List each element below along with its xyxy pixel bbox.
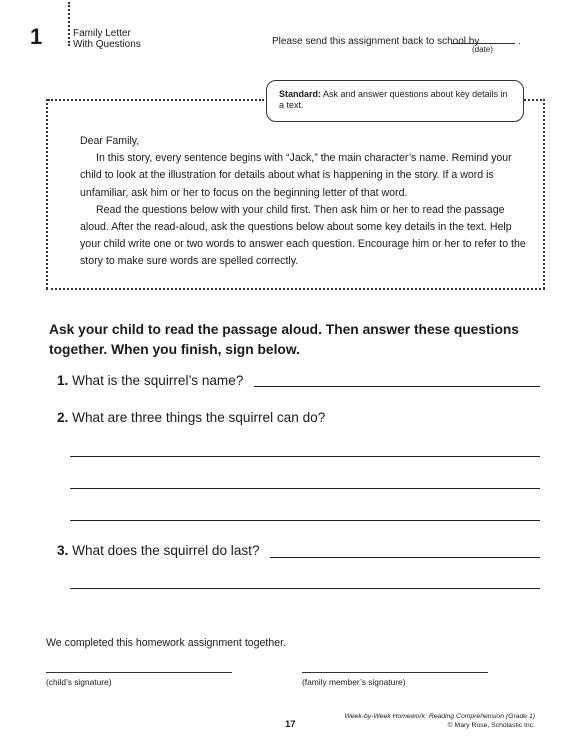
date-blank-line[interactable] [452,43,515,44]
family-signature-line[interactable] [302,672,488,673]
date-label: (date) [472,45,493,54]
standard-label: Standard: [279,89,322,99]
question-1 [57,373,243,388]
answer-line-2b[interactable] [70,488,540,489]
copyright: © Mary Rose, Scholastic Inc. [447,721,535,729]
letter-frame-left [46,99,48,289]
question-3-text: What does the squirrel do last? [72,543,260,558]
send-back-period: . [518,36,521,47]
letter-frame-bottom [46,288,545,290]
book-title: Week-by-Week Homework: Reading Comprehension (Grade 1) [344,713,535,720]
lesson-type-line1: Family Letter [73,28,131,39]
letter-frame-top-right [521,99,545,101]
question-3 [57,543,260,558]
question-3-number: 3. [57,543,69,558]
lesson-type [73,28,141,50]
lesson-number: 1 [30,24,43,49]
family-letter [80,133,526,271]
question-2-number: 2. [57,410,69,425]
page-number: 17 [285,719,296,730]
lesson-type-line2: With Questions [73,39,141,50]
answer-line-2a[interactable] [70,456,540,457]
letter-frame-top-left [48,99,264,101]
letter-paragraph-2: Read the questions below with your child first. Then ask him or her to read the passage aloud. After the read-aloud, ask the questions below about some key details in the text. Help your child write one or two words to answer each question. Encourage him or her to refer to the story to make sure words are spelled correctly. [80,203,526,268]
footer-credit [344,713,535,730]
completion-text: We completed this homework assignment together. [46,637,287,649]
letter-salutation: Dear Family, [80,135,140,147]
instructions: Ask your child to read the passage aloud. Then answer these questions together. When you finish, sign below. [49,322,519,357]
answer-line-3b[interactable] [70,588,540,589]
question-1-number: 1. [57,373,69,388]
answer-line-1[interactable] [254,386,540,387]
answer-line-2c[interactable] [70,520,540,521]
child-signature-line[interactable] [46,672,232,673]
standard-box [266,80,524,122]
answer-line-3a[interactable] [270,557,540,558]
send-back-text: Please send this assignment back to school by [272,36,480,47]
letter-frame-right [543,99,545,289]
family-signature-label: (family member’s signature) [302,677,406,687]
question-1-text: What is the squirrel’s name? [72,373,244,388]
header-dotted-divider [68,2,70,46]
question-2-text: What are three things the squirrel can do? [72,410,326,425]
standard-text: Ask and answer questions about key details in a text. [279,89,508,110]
child-signature-label: (child’s signature) [46,677,112,687]
letter-paragraph-1: In this story, every sentence begins with “Jack,” the main character’s name. Remind your child to look at the illustration for details about what is happening in the story. If a word is unfamiliar, ask him or her to focus on the beginning letter of that word. [80,152,512,199]
question-2 [57,410,325,425]
